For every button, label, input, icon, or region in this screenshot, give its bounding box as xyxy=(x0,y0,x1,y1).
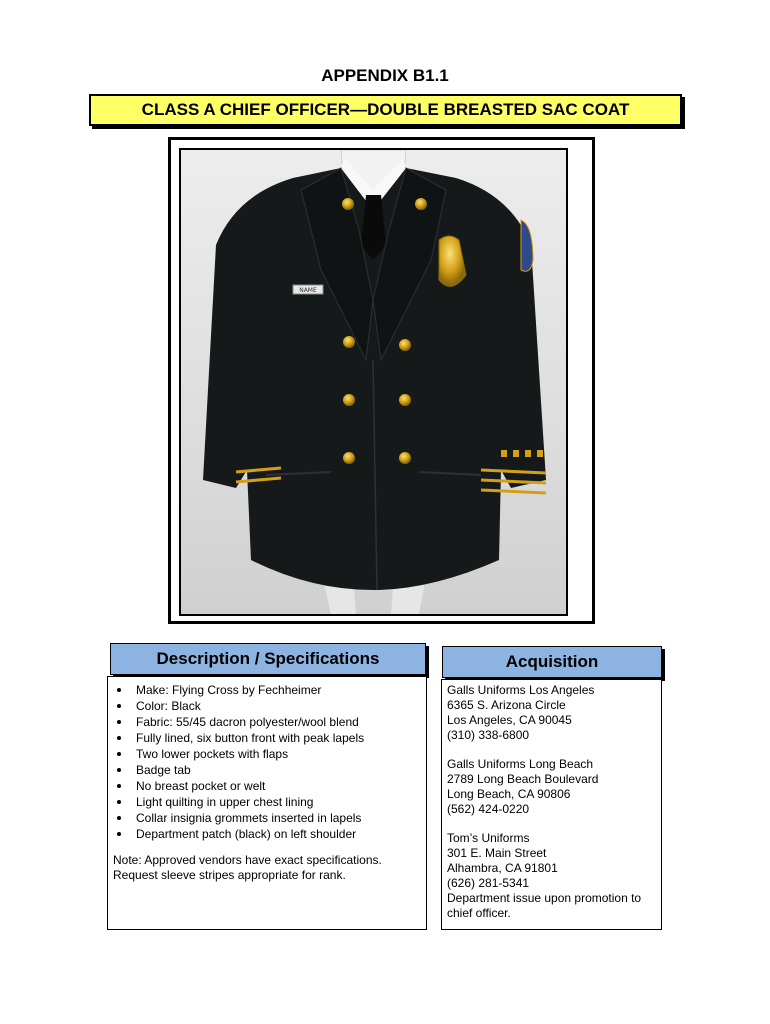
vendor-name: Galls Uniforms Los Angeles xyxy=(447,683,595,697)
vendor-phone: (626) 281-5341 xyxy=(447,876,530,890)
coat-photo-frame xyxy=(168,137,595,624)
page-title: CLASS A CHIEF OFFICER—DOUBLE BREASTED SAC COAT xyxy=(89,94,682,126)
acquisition-panel xyxy=(441,679,662,930)
coat-illustration xyxy=(181,150,566,614)
appendix-label: APPENDIX B1.1 xyxy=(321,66,449,85)
acquisition-header: Acquisition xyxy=(442,646,662,678)
vendor-entry xyxy=(447,683,659,743)
vendor-address: 2789 Long Beach Boulevard xyxy=(447,772,599,786)
vendor-address: 301 E. Main Street xyxy=(447,846,547,860)
vendor-extra: Department issue upon promotion to chief officer. xyxy=(447,891,642,920)
description-panel xyxy=(107,676,427,930)
vendor-name: Tom’s Uniforms xyxy=(447,831,530,845)
vendor-city: Los Angeles, CA 90045 xyxy=(447,713,572,727)
list-item: Department patch (black) on left shoulder xyxy=(108,826,364,842)
svg-text:NAME: NAME xyxy=(299,287,317,294)
list-item: Collar insignia grommets inserted in lapels xyxy=(108,810,364,826)
list-item: Fully lined, six button front with peak lapels xyxy=(108,730,364,746)
list-item: Fabric: 55/45 dacron polyester/wool blend xyxy=(108,714,364,730)
shoulder-patch xyxy=(521,220,533,271)
description-header: Description / Specifications xyxy=(110,643,426,675)
list-item: No breast pocket or welt xyxy=(108,778,364,794)
vendor-entry xyxy=(447,831,659,921)
vendor-city: Long Beach, CA 90806 xyxy=(447,787,571,801)
vendor-note: Note: Approved vendors have exact specifications. Request sleeve stripes appropriate for rank. xyxy=(113,853,382,882)
list-item: Badge tab xyxy=(108,762,364,778)
vendor-name: Galls Uniforms Long Beach xyxy=(447,757,594,771)
list-item: Light quilting in upper chest lining xyxy=(108,794,364,810)
list-item: Two lower pockets with flaps xyxy=(108,746,364,762)
vendor-city: Alhambra, CA 91801 xyxy=(447,861,558,875)
vendor-entry xyxy=(447,757,659,817)
list-item: Make: Flying Cross by Fechheimer xyxy=(108,682,364,698)
specifications-list xyxy=(108,682,364,842)
vendor-phone: (562) 424-0220 xyxy=(447,802,530,816)
coat-photo xyxy=(179,148,568,616)
vendor-phone: (310) 338-6800 xyxy=(447,728,530,742)
list-item: Color: Black xyxy=(108,698,364,714)
vendor-address: 6365 S. Arizona Circle xyxy=(447,698,566,712)
